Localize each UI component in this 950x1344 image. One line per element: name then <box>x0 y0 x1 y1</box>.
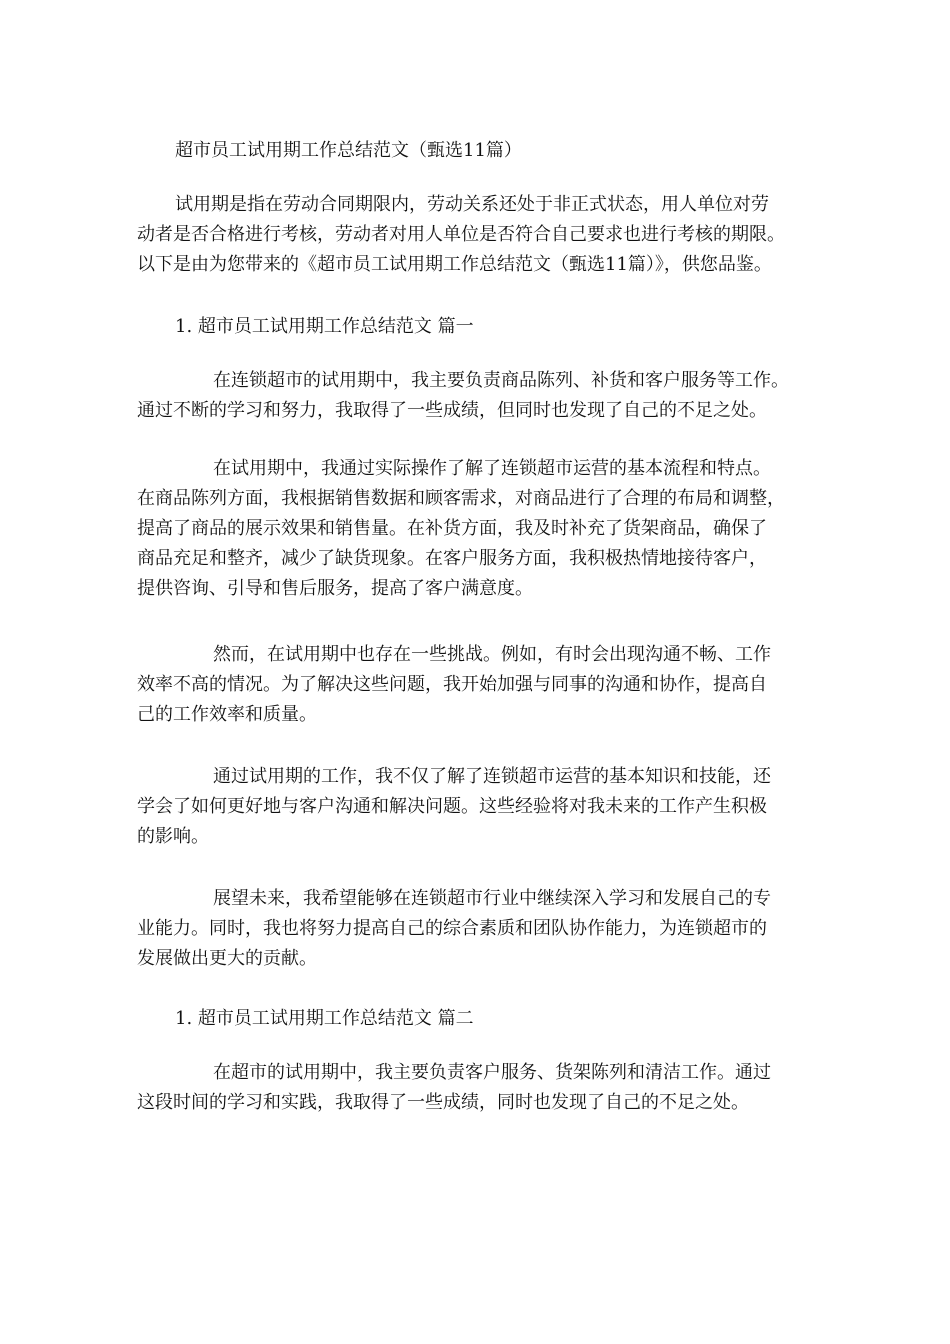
section1-paragraph-2 <box>137 454 827 604</box>
section-heading-1 <box>137 312 827 342</box>
paragraph-line: 提供咨询、引导和售后服务，提高了客户满意度。 <box>137 578 533 599</box>
section2-paragraph-1 <box>137 1058 827 1118</box>
section1-paragraph-3 <box>137 640 827 730</box>
paragraph-line: 展望未来，我希望能够在连锁超市行业中继续深入学习和发展自己的专 <box>213 888 771 909</box>
paragraph-line: 效率不高的情况。为了解决这些问题，我开始加强与同事的沟通和协作，提高自 <box>137 674 767 695</box>
section1-paragraph-4 <box>137 762 827 852</box>
paragraph-line: 业能力。同时，我也将努力提高自己的综合素质和团队协作能力，为连锁超市的 <box>137 918 767 939</box>
paragraph-line: 己的工作效率和质量。 <box>137 704 317 725</box>
paragraph-line: 在连锁超市的试用期中，我主要负责商品陈列、补货和客户服务等工作。 <box>213 370 789 391</box>
intro-paragraph <box>137 190 827 280</box>
intro-line: 以下是由为您带来的《超市员工试用期工作总结范文（甄选11篇）》，供您品鉴。 <box>137 254 772 275</box>
paragraph-line: 在商品陈列方面，我根据销售数据和顾客需求，对商品进行了合理的布局和调整， <box>137 488 785 509</box>
section-heading-text: 1. 超市员工试用期工作总结范文 篇二 <box>175 1008 474 1029</box>
section-heading-text: 1. 超市员工试用期工作总结范文 篇一 <box>175 316 474 337</box>
section1-paragraph-5 <box>137 884 827 974</box>
paragraph-line: 这段时间的学习和实践，我取得了一些成绩，同时也发现了自己的不足之处。 <box>137 1092 749 1113</box>
paragraph-line: 发展做出更大的贡献。 <box>137 948 317 969</box>
paragraph-line: 在超市的试用期中，我主要负责客户服务、货架陈列和清洁工作。通过 <box>213 1062 771 1083</box>
section1-paragraph-1 <box>137 366 827 426</box>
intro-line: 试用期是指在劳动合同期限内，劳动关系还处于非正式状态，用人单位对劳 <box>175 194 769 215</box>
paragraph-line: 通过不断的学习和努力，我取得了一些成绩，但同时也发现了自己的不足之处。 <box>137 400 767 421</box>
intro-line: 动者是否合格进行考核，劳动者对用人单位是否符合自己要求也进行考核的期限。 <box>137 224 785 245</box>
paragraph-line: 提高了商品的展示效果和销售量。在补货方面，我及时补充了货架商品，确保了 <box>137 518 767 539</box>
paragraph-line: 学会了如何更好地与客户沟通和解决问题。这些经验将对我未来的工作产生积极 <box>137 796 767 817</box>
section-heading-2 <box>137 1004 827 1034</box>
paragraph-line: 商品充足和整齐，减少了缺货现象。在客户服务方面，我积极热情地接待客户， <box>137 548 767 569</box>
document-title <box>137 136 827 166</box>
title-text: 超市员工试用期工作总结范文（甄选11篇） <box>175 140 522 161</box>
paragraph-line: 通过试用期的工作，我不仅了解了连锁超市运营的基本知识和技能，还 <box>213 766 771 787</box>
paragraph-line: 的影响。 <box>137 826 209 847</box>
paragraph-line: 然而，在试用期中也存在一些挑战。例如，有时会出现沟通不畅、工作 <box>213 644 771 665</box>
paragraph-line: 在试用期中，我通过实际操作了解了连锁超市运营的基本流程和特点。 <box>213 458 771 479</box>
